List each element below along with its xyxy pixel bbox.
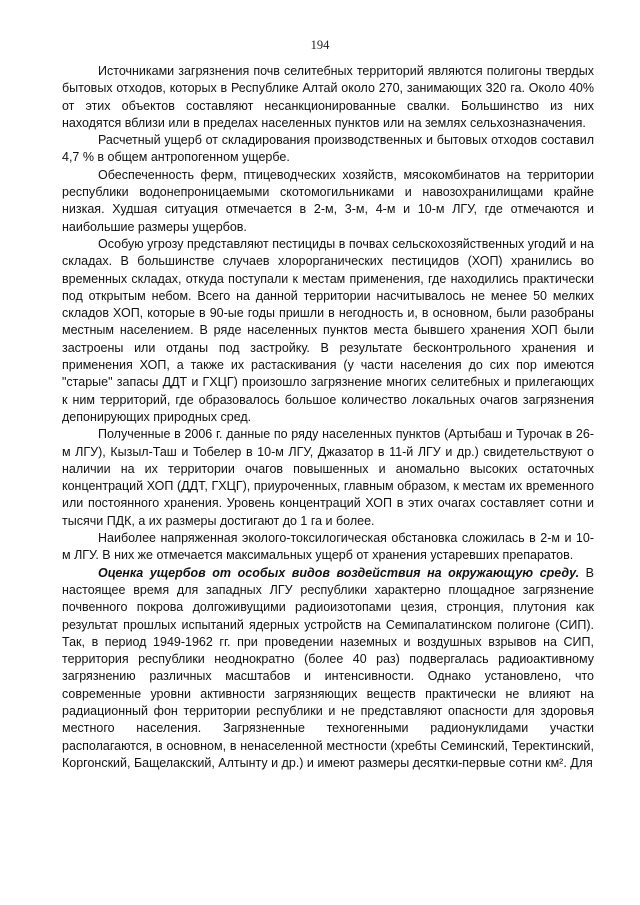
page-number: 194 <box>310 38 330 52</box>
paragraph-landfills: Источниками загрязнения почв селитебных территорий являются полигоны твердых бытовых отходов, которых в Республике Алтай около 270, занимающих 320 га. Около 40% от этих объектов составляют несанкционированные свалки. Большинство из них находятся вблизи или в пределах населенных пунктов или на землях сельхозназначения. <box>62 64 594 130</box>
paragraph-waste-damage: Расчетный ущерб от складирования производственных и бытовых отходов составил 4,7 % в общем антропогенном ущербе. <box>62 133 594 165</box>
body-text <box>62 63 594 772</box>
paragraph-pesticides: Особую угрозу представляют пестициды в почвах сельскохозяйственных угодий и на складах. В большинстве случаев хлорорганических пестицидов (ХОП) хранились во временных складах, откуда поступали к местам применения, где находились практически под открытым небом. Всего на данной территории насчитывалось не менее 50 мелких складов ХОП, которые в 90-ые годы пришли в негодность и, в основном, были разобраны местным населением. В ряде населенных пунктов места бывшего хранения ХОП были застроены или отданы под застройку. В результате бесконтрольного хранения и применения ХОП, а также их растаскивания (у части населения до сих пор имеются "старые" запасы ДДТ и ГХЦГ) произошло загрязнение многих селитебных и прилегающих к ним территорий, где образовалось большое количество локальных очагов загрязнения депонирующих природных сред. <box>62 236 594 424</box>
section-heading: Оценка ущербов от особых видов воздействия на окружающую среду. <box>98 565 580 580</box>
paragraph-2006-data: Полученные в 2006 г. данные по ряду населенных пунктов (Артыбаш и Турочак в 26-м ЛГУ), Кызыл-Таш и Тобелер в 10-м ЛГУ, Джазатор в 11-й ЛГУ и др.) свидетельствуют о наличии на их территории очагов повышенных и аномально высоких остаточных концентраций ХОП (ДДТ, ГХЦГ), приуроченных, главным образом, к местам их временного или постоянного хранения. Уровень концентраций ХОП в этих очагах составляет сотни и тысячи ПДК, а их размеры достигают до 1 га и более. <box>62 427 594 528</box>
paragraph-toxicology: Наиболее напряженная эколого-токсилогическая обстановка сложилась в 2-м и 10-м ЛГУ. В них же отмечается максимальных ущерб от хранения устаревших препаратов. <box>62 531 594 563</box>
section-text: В настоящее время для западных ЛГУ республики характерно площадное загрязнение почвенного покрова долгоживущими радиоизотопами цезия, стронция, плутония как результат прошлых испытаний ядерных устройств на Семипалатинском полигоне (СИП). Так, в период 1949-1962 гг. при проведении наземных и воздушных взрывов на СИП, территория республики неоднократно (более 40 раз) подвергалась радиоактивному загрязнению различных масштабов и интенсивности. Однако установлено, что современные уровни активности загрязняющих веществ практически не влияют на радиационный фон территории республики и не представляют опасности для здоровья местного населения. Загрязненные техногенными радионуклидами участки располагаются, в основном, в ненаселенной местности (хребты Семинский, Теректинский, Коргонский, Бащелакский, Алтынту и др.) и имеют размеры десятки-первые сотни км². Для <box>62 565 595 770</box>
paragraph-special-impacts <box>62 565 594 773</box>
paragraph-livestock-burial: Обеспеченность ферм, птицеводческих хозяйств, мясокомбинатов на территории республики водонепроницаемыми скотомогильниками и навозохранилищами крайне низкая. Худшая ситуация отмечается в 2-м, 3-м, 4-м и 10-м ЛГУ, где отмечаются и наибольшие размеры ущербов. <box>62 167 594 234</box>
